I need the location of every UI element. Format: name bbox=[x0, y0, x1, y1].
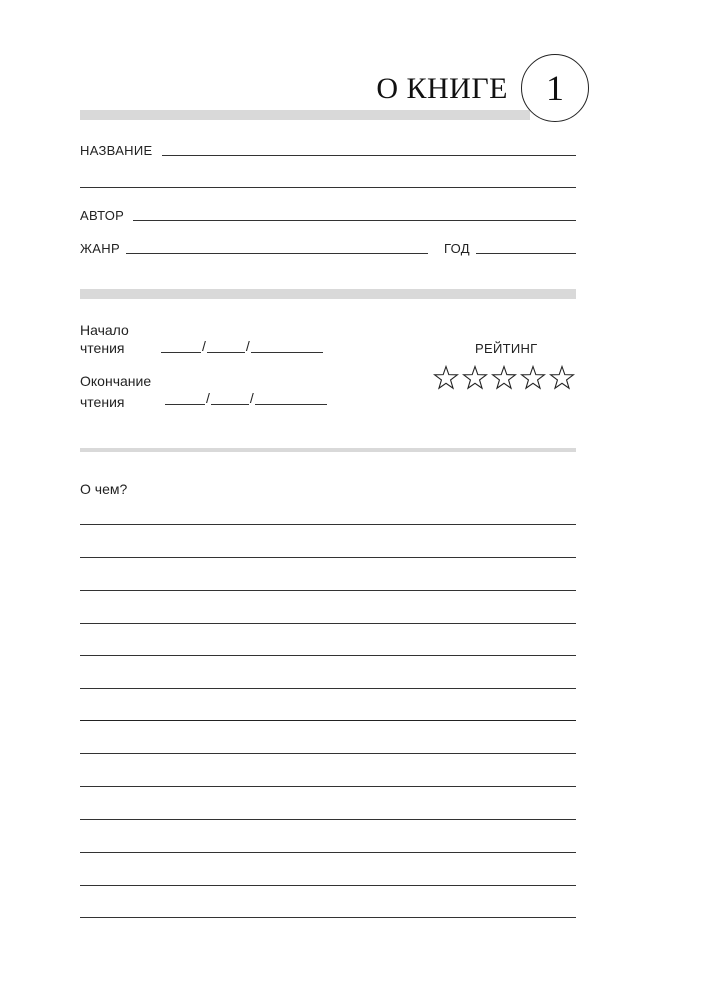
writing-line[interactable] bbox=[80, 720, 576, 721]
star-outline-icon[interactable] bbox=[435, 367, 458, 389]
star-outline-icon[interactable] bbox=[522, 367, 545, 389]
date-separator: / bbox=[245, 338, 250, 354]
rating-label: РЕЙТИНГ bbox=[475, 341, 538, 356]
author-field[interactable] bbox=[133, 220, 576, 221]
date-separator: / bbox=[249, 390, 254, 406]
start-date-field[interactable] bbox=[161, 339, 323, 353]
writing-line[interactable] bbox=[80, 885, 576, 886]
writing-line[interactable] bbox=[80, 753, 576, 754]
name-field-line-2[interactable] bbox=[80, 187, 576, 188]
writing-line[interactable] bbox=[80, 590, 576, 591]
page-number-badge bbox=[521, 54, 589, 122]
header-bar bbox=[80, 110, 530, 120]
start-month-field[interactable] bbox=[207, 352, 245, 353]
end-year-field[interactable] bbox=[255, 404, 327, 405]
writing-line[interactable] bbox=[80, 786, 576, 787]
star-outline-icon[interactable] bbox=[551, 367, 574, 389]
page-number: 1 bbox=[546, 68, 564, 108]
writing-line[interactable] bbox=[80, 852, 576, 853]
end-reading-label-line-1: Окончание bbox=[80, 373, 152, 389]
genre-field[interactable] bbox=[126, 253, 428, 254]
end-reading-label-line-2: чтения bbox=[80, 394, 125, 410]
name-label: НАЗВАНИЕ bbox=[80, 143, 153, 158]
end-day-field[interactable] bbox=[165, 404, 205, 405]
section-divider-1 bbox=[80, 289, 576, 299]
star-outline-icon[interactable] bbox=[493, 367, 516, 389]
year-label: ГОД bbox=[444, 241, 470, 256]
page-title: О КНИГЕ bbox=[376, 72, 508, 105]
start-reading-label bbox=[80, 321, 129, 357]
genre-label: ЖАНР bbox=[80, 241, 120, 256]
writing-line[interactable] bbox=[80, 557, 576, 558]
end-reading-label bbox=[80, 372, 151, 411]
writing-line[interactable] bbox=[80, 524, 576, 525]
rating-stars[interactable] bbox=[432, 364, 578, 392]
year-field[interactable] bbox=[476, 253, 576, 254]
writing-line[interactable] bbox=[80, 655, 576, 656]
writing-line[interactable] bbox=[80, 819, 576, 820]
star-outline-icon[interactable] bbox=[464, 367, 487, 389]
section-divider-2 bbox=[80, 448, 576, 452]
start-reading-label-line-1: Начало bbox=[80, 322, 129, 338]
date-separator: / bbox=[202, 338, 206, 354]
end-date-field[interactable] bbox=[165, 391, 327, 405]
start-reading-label-line-2: чтения bbox=[80, 340, 125, 356]
writing-line[interactable] bbox=[80, 917, 576, 918]
date-separator: / bbox=[206, 390, 210, 406]
writing-line[interactable] bbox=[80, 623, 576, 624]
name-field[interactable] bbox=[162, 155, 576, 156]
about-label: О чем? bbox=[80, 481, 128, 497]
author-label: АВТОР bbox=[80, 208, 125, 223]
start-year-field[interactable] bbox=[251, 352, 323, 353]
writing-line[interactable] bbox=[80, 688, 576, 689]
start-day-field[interactable] bbox=[161, 352, 201, 353]
end-month-field[interactable] bbox=[211, 404, 249, 405]
